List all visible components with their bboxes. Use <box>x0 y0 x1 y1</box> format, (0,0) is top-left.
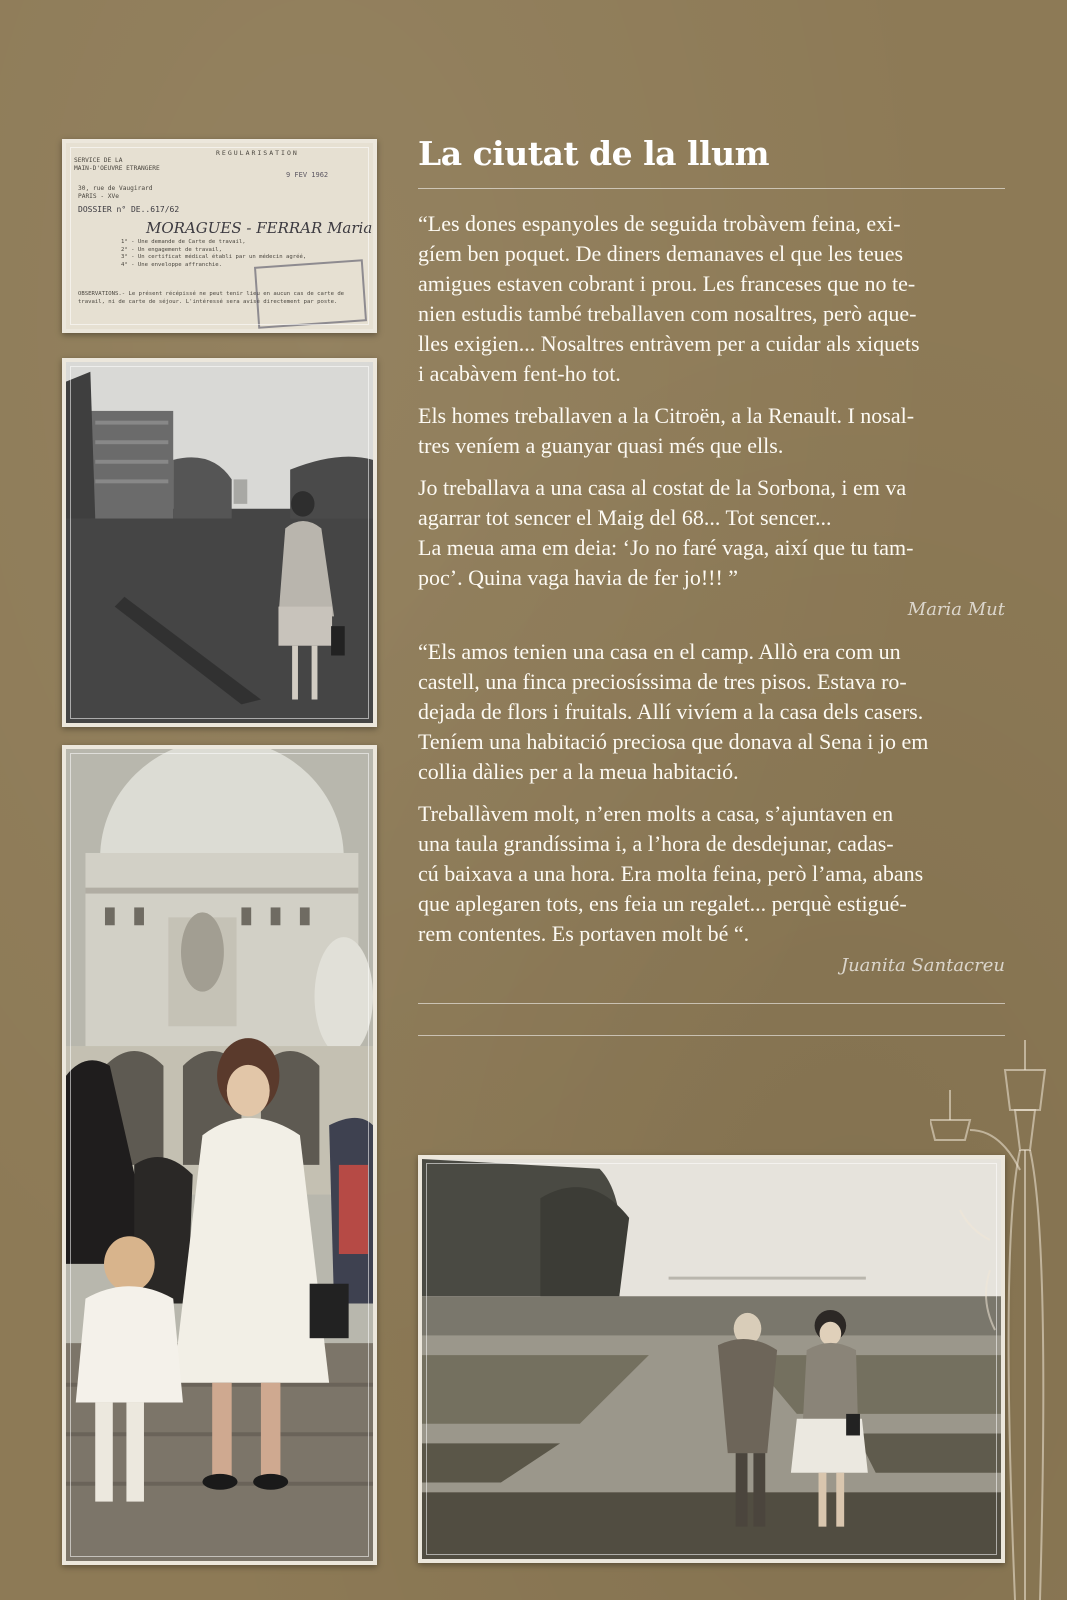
page-title: La ciutat de la llum <box>418 134 770 173</box>
signature-maria-mut: Maria Mut <box>907 599 1005 620</box>
bottom-divider-2 <box>418 1035 1005 1036</box>
street-photo <box>62 358 377 727</box>
garden-photo <box>418 1155 1005 1563</box>
quote2-paragraph-2: Treballàvem molt, n’eren molts a casa, s’ajuntaven en una taula grandíssima i, a l’hora de desdejunar, cadas- cú baixava a una hora. Era molta feina, però l’ama, abans que aplegaren tots, ens feia un regalet... perquè estigué- rem contentes. Es portaven molt bé “. <box>418 801 924 946</box>
quote1-paragraph-1: “Les dones espanyoles de seguida trobàvem feina, exi- gíem ben poquet. De diners demanaves el que les teues amigues estaven cobrant i prou. Les franceses que no te- nien estudis també treballaven com nosaltres, però aque- lles exigien... Nosaltres entràvem per a cuidar als xiquets i acabàvem fent-ho tot. <box>418 211 920 386</box>
quote1-paragraph-2: Els homes treballaven a la Citroën, a la Renault. I nosal- tres veníem a guanyar quasi més que ells. <box>418 403 915 458</box>
document-stamp-date: 9 FEV 1962 <box>286 171 329 179</box>
street-lamp-illustration <box>930 1040 1067 1600</box>
document-header-right: REGULARISATION <box>216 149 299 157</box>
signature-juanita-santacreu: Juanita Santacreu <box>840 955 1005 976</box>
document-dossier: DOSSIER n° DE..617/62 <box>78 205 180 214</box>
sacre-coeur-photo <box>62 745 377 1565</box>
document-photo <box>62 139 377 333</box>
text-column <box>418 132 1005 1036</box>
document-address: 30, rue de Vaugirard PARIS - XVe <box>78 185 153 200</box>
stamp-mark <box>254 259 367 328</box>
quote2-paragraph-1: “Els amos tenien una casa en el camp. Allò era com un castell, una finca preciosíssima de tres pisos. Estava ro- dejada de flors i fruitals. Allí vivíem a la casa dels casers. Teníem una habitació preciosa que donava al Sena i jo em collia dàlies per a la meua habitació. <box>418 639 929 784</box>
document-observations: OBSERVATIONS.- Le présent récépissé ne peut tenir lieu en aucun cas de carte de travail, ni de carte de séjour. L'intéressé sera avisé directement par poste. <box>78 291 345 305</box>
quote1-paragraph-3: Jo treballava a una casa al costat de la Sorbona, i em va agarrar tot sencer el Maig del 68... Tot sencer... La meua ama em deia: ‘Jo no faré vaga, així que tu tam- poc’. Quina vaga havia de fer jo!!! ” <box>418 475 914 590</box>
document-items: 1° - Une demande de Carte de travail, 2° - Un engagement de travail, 3° - Un certificat médical établi par un médecin agréé, 4° - Une enveloppe affranchie. <box>121 239 307 268</box>
document-header-left: SERVICE DE LA MAIN-D'OEUVRE ETRANGERE <box>74 157 160 172</box>
document-handwritten-name: MORAGUES - FERRAR Maria <box>146 219 373 237</box>
